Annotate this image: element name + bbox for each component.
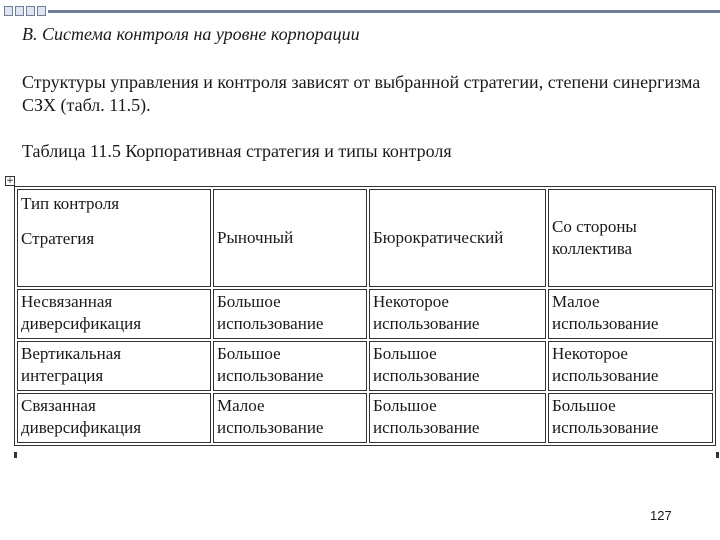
- slide-decoration-squares: [4, 6, 48, 18]
- intro-paragraph: Структуры управления и контроля зависят от выбранной стратегии, степени синергизма СЗХ (табл. 11.5).: [22, 72, 701, 115]
- table-cell: Большое использование: [213, 341, 367, 391]
- column-header-collective: Со стороны коллектива: [548, 189, 713, 287]
- row-strategy-label: Несвязанная диверсификация: [17, 289, 211, 339]
- table-move-handle-icon[interactable]: +: [6, 176, 14, 186]
- row-strategy-label: Связанная диверсификация: [17, 393, 211, 443]
- table-edge-marker-right: [716, 452, 719, 458]
- control-types-table: [14, 186, 716, 446]
- corner-control-type-label: Тип контроля: [21, 194, 120, 213]
- table-row: [17, 393, 713, 443]
- table-cell: Большое использование: [369, 393, 546, 443]
- slide-header-rule: [48, 10, 720, 13]
- table-cell: Малое использование: [548, 289, 713, 339]
- table-caption: Таблица 11.5 Корпоративная стратегия и типы контроля: [22, 141, 452, 161]
- page-number: 127: [650, 508, 672, 523]
- section-heading: В. Система контроля на уровне корпорации: [22, 24, 360, 44]
- table-cell: Большое использование: [369, 341, 546, 391]
- table-cell: Большое использование: [548, 393, 713, 443]
- table-cell: Большое использование: [213, 289, 367, 339]
- table-header-row: [17, 189, 713, 287]
- table-cell: Некоторое использование: [548, 341, 713, 391]
- table-edge-marker-left: [14, 452, 17, 458]
- column-header-bureaucratic: Бюрократический: [369, 189, 546, 287]
- table-corner-cell: [17, 189, 211, 287]
- table-row: [17, 289, 713, 339]
- row-strategy-label: Вертикальная интеграция: [17, 341, 211, 391]
- control-types-table-wrapper: [14, 186, 716, 446]
- table-row: [17, 341, 713, 391]
- table-cell: Малое использование: [213, 393, 367, 443]
- table-cell: Некоторое использование: [369, 289, 546, 339]
- column-header-market: Рыночный: [213, 189, 367, 287]
- corner-strategy-label: Стратегия: [21, 229, 95, 248]
